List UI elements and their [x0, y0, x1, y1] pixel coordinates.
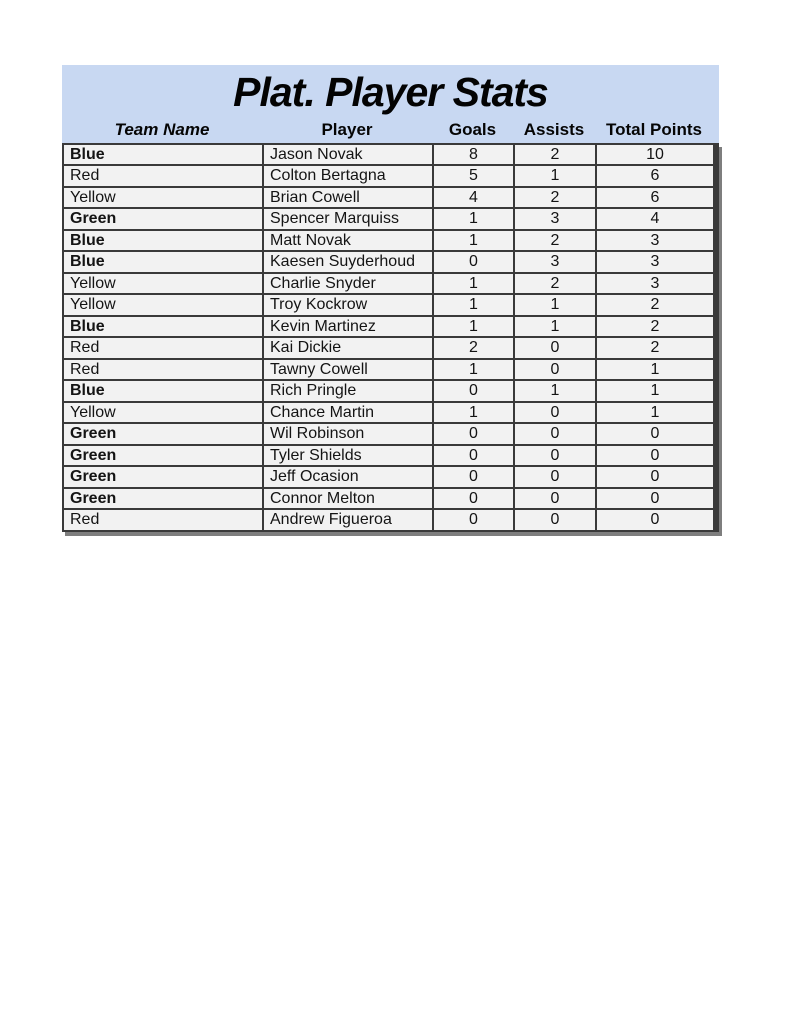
total-points-cell: 3 — [597, 252, 713, 272]
total-points-cell: 3 — [597, 231, 713, 251]
goals-cell: 5 — [434, 166, 513, 186]
total-points-cell: 4 — [597, 209, 713, 229]
player-cell: Wil Robinson — [264, 424, 432, 444]
assists-cell: 0 — [515, 446, 595, 466]
assists-cell: 1 — [515, 317, 595, 337]
team-cell: Green — [64, 424, 262, 444]
goals-cell: 4 — [434, 188, 513, 208]
player-cell: Jeff Ocasion — [264, 467, 432, 487]
goals-cell: 0 — [434, 467, 513, 487]
page-title: Plat. Player Stats — [233, 69, 548, 115]
column-header-team-name: Team Name — [114, 119, 210, 139]
team-cell: Red — [64, 166, 262, 186]
assists-cell: 3 — [515, 252, 595, 272]
player-cell: Kaesen Suyderhoud — [264, 252, 432, 272]
player-cell: Spencer Marquiss — [264, 209, 432, 229]
player-cell: Rich Pringle — [264, 381, 432, 401]
assists-cell: 0 — [515, 424, 595, 444]
column-header-total-points: Total Points — [605, 119, 702, 139]
player-cell: Colton Bertagna — [264, 166, 432, 186]
assists-cell: 1 — [515, 166, 595, 186]
goals-cell: 1 — [434, 274, 513, 294]
team-cell: Red — [64, 510, 262, 530]
total-points-cell: 0 — [597, 424, 713, 444]
assists-cell: 1 — [515, 381, 595, 401]
assists-cell: 2 — [515, 274, 595, 294]
total-points-cell: 0 — [597, 489, 713, 509]
player-cell: Tawny Cowell — [264, 360, 432, 380]
team-cell: Blue — [64, 317, 262, 337]
goals-cell: 0 — [434, 446, 513, 466]
player-cell: Brian Cowell — [264, 188, 432, 208]
team-cell: Yellow — [64, 403, 262, 423]
goals-cell: 0 — [434, 510, 513, 530]
player-table-body — [62, 143, 719, 532]
team-cell: Yellow — [64, 295, 262, 315]
column-header-assists: Assists — [523, 119, 585, 139]
goals-cell: 0 — [434, 381, 513, 401]
goals-cell: 1 — [434, 295, 513, 315]
assists-cell: 2 — [515, 145, 595, 165]
team-cell: Green — [64, 489, 262, 509]
team-cell: Green — [64, 446, 262, 466]
team-cell: Red — [64, 338, 262, 358]
assists-cell: 2 — [515, 231, 595, 251]
player-cell: Andrew Figueroa — [264, 510, 432, 530]
total-points-cell: 10 — [597, 145, 713, 165]
player-cell: Jason Novak — [264, 145, 432, 165]
assists-cell: 0 — [515, 510, 595, 530]
team-cell: Blue — [64, 145, 262, 165]
goals-cell: 0 — [434, 424, 513, 444]
total-points-cell: 2 — [597, 338, 713, 358]
total-points-cell: 0 — [597, 510, 713, 530]
assists-cell: 0 — [515, 360, 595, 380]
total-points-cell: 6 — [597, 166, 713, 186]
assists-cell: 0 — [515, 489, 595, 509]
team-cell: Blue — [64, 381, 262, 401]
team-cell: Green — [64, 467, 262, 487]
player-cell: Chance Martin — [264, 403, 432, 423]
player-cell: Tyler Shields — [264, 446, 432, 466]
goals-cell: 0 — [434, 252, 513, 272]
total-points-cell: 0 — [597, 467, 713, 487]
total-points-cell: 1 — [597, 381, 713, 401]
team-cell: Red — [64, 360, 262, 380]
team-cell: Green — [64, 209, 262, 229]
goals-cell: 1 — [434, 209, 513, 229]
assists-cell: 0 — [515, 338, 595, 358]
goals-cell: 8 — [434, 145, 513, 165]
goals-cell: 1 — [434, 360, 513, 380]
player-cell: Kai Dickie — [264, 338, 432, 358]
column-header-goals: Goals — [448, 119, 497, 139]
assists-cell: 3 — [515, 209, 595, 229]
player-stats-sheet — [62, 65, 719, 532]
column-header-player: Player — [321, 119, 373, 139]
total-points-cell: 1 — [597, 403, 713, 423]
total-points-cell: 2 — [597, 317, 713, 337]
assists-cell: 1 — [515, 295, 595, 315]
assists-cell: 2 — [515, 188, 595, 208]
player-cell: Connor Melton — [264, 489, 432, 509]
column-header-row — [62, 119, 719, 141]
table-header-block — [62, 65, 719, 143]
total-points-cell: 6 — [597, 188, 713, 208]
player-cell: Charlie Snyder — [264, 274, 432, 294]
goals-cell: 0 — [434, 489, 513, 509]
assists-cell: 0 — [515, 467, 595, 487]
player-cell: Troy Kockrow — [264, 295, 432, 315]
goals-cell: 1 — [434, 317, 513, 337]
total-points-cell: 1 — [597, 360, 713, 380]
team-cell: Blue — [64, 252, 262, 272]
player-cell: Matt Novak — [264, 231, 432, 251]
goals-cell: 2 — [434, 338, 513, 358]
total-points-cell: 2 — [597, 295, 713, 315]
player-cell: Kevin Martinez — [264, 317, 432, 337]
goals-cell: 1 — [434, 231, 513, 251]
team-cell: Yellow — [64, 274, 262, 294]
team-cell: Yellow — [64, 188, 262, 208]
assists-cell: 0 — [515, 403, 595, 423]
team-cell: Blue — [64, 231, 262, 251]
goals-cell: 1 — [434, 403, 513, 423]
total-points-cell: 3 — [597, 274, 713, 294]
total-points-cell: 0 — [597, 446, 713, 466]
